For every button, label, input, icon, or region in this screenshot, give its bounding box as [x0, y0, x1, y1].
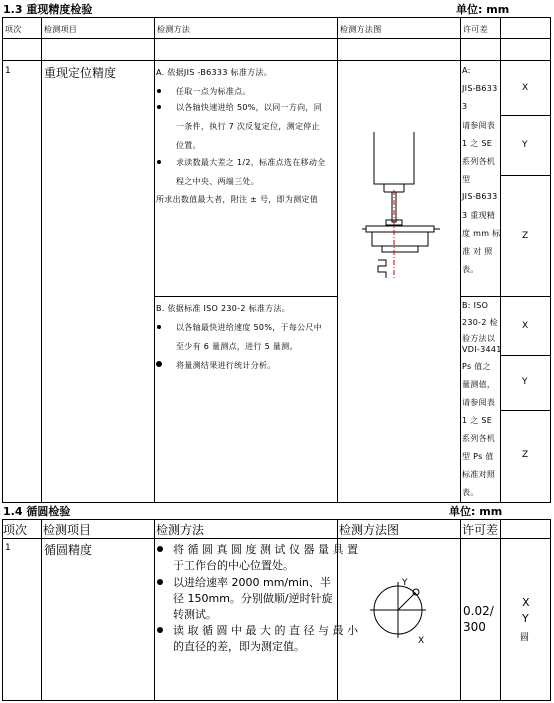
section-14-unit: 单位: mm: [449, 505, 503, 518]
circular-bullet-3-line-1: 读 取 循 圆 中 最 大 的 直 径 与 最 小: [173, 624, 358, 637]
method-a-note: 所求出数值最大者，附注 ± 号，即为测定值: [156, 195, 319, 204]
method-a-intro: A. 依据JIS -B6333 标准方法。: [156, 68, 273, 77]
section-14-title: 1.4 循圆检验: [3, 505, 71, 518]
circular-test-diagram: [360, 572, 440, 652]
bullet: [157, 89, 161, 93]
circular-bullet-2-line-3: 转测试。: [173, 608, 217, 621]
repeatability-diagram: [360, 128, 450, 288]
method-a-bullet-2-line-3: 位置。: [176, 141, 201, 150]
bullet: [156, 361, 162, 367]
axis-a-z: Z: [522, 231, 529, 241]
circular-diagram-x-label: X: [418, 636, 425, 646]
circular-tolerance-line-1: 0.02/: [463, 604, 494, 618]
circular-tolerance-line-2: 300: [463, 620, 486, 634]
tolerance-a-line: A:: [462, 66, 471, 75]
tolerance-a-line: 系列各机: [462, 157, 496, 166]
method-b-intro: B. 依据标准 ISO 230-2 标准方法。: [156, 304, 291, 313]
bullet: [157, 627, 163, 633]
method-a-bullet-1: 任取一点为标准点。: [176, 87, 251, 96]
axis-a-x: X: [522, 83, 529, 93]
tolerance-b-line: B: ISO: [462, 301, 489, 310]
method-a-bullet-2-line-2: 一条件，执行 7 次反复定位，测定停止: [176, 122, 320, 131]
circular-bullet-2-line-1: 以进给速率 2000 mm/min、半: [173, 576, 331, 589]
tolerance-a-line: 准 对 照: [462, 247, 493, 256]
tolerance-b-line: 1 之 SE: [462, 416, 493, 425]
circular-diagram-y-label: Y: [402, 578, 408, 588]
method-b-bullet-1-line-1: 以各轴最快进给速度 50%，于每公尺中: [176, 323, 323, 332]
header-item-no: 项次: [3, 523, 28, 537]
axis-b-z: Z: [522, 450, 529, 460]
tolerance-b-line: Ps 值之: [462, 362, 491, 371]
header-tolerance: 许可差: [463, 25, 488, 34]
bullet: [157, 160, 161, 164]
circular-axis-x: X: [522, 596, 530, 609]
header-method-diagram: 检测方法图: [340, 25, 382, 34]
item-no: 1: [5, 66, 11, 76]
circular-bullet-1-line-2: 于工作台的中心位置处。: [173, 559, 294, 572]
circular-axis-y: Y: [522, 612, 529, 625]
circular-bullet-2-line-2: 径 150mm。分别做顺/逆时针旋: [173, 592, 333, 605]
header-method: 检测方法: [156, 523, 205, 537]
bullet: [157, 105, 161, 109]
circular-item-name: 循圆精度: [44, 543, 93, 557]
tolerance-a-line: 型: [462, 175, 471, 184]
method-a-bullet-3-line-2: 程之中央、两端三处。: [176, 177, 259, 186]
header-method: 检测方法: [157, 25, 191, 34]
tolerance-b-line: 量测值，: [462, 380, 496, 389]
tolerance-a-line: JIS-B633: [462, 84, 498, 93]
tolerance-a-line: 度 mm 标: [462, 229, 501, 238]
bullet: [157, 579, 163, 585]
axis-b-x: X: [522, 321, 529, 331]
bullet: [157, 546, 163, 552]
tolerance-b-line: 型 Ps 值: [462, 452, 494, 461]
tolerance-a-line: 请参阅表: [462, 121, 496, 130]
axis-b-y: Y: [522, 377, 528, 387]
tolerance-b-line: VDI-3441: [462, 345, 502, 354]
method-b-bullet-1-line-2: 至少有 6 量测点，进行 5 量测。: [176, 342, 298, 351]
tolerance-a-line: 3 重现精: [462, 211, 496, 220]
tolerance-a-line: 3: [462, 102, 468, 111]
header-tolerance: 许可差: [462, 523, 499, 537]
header-method-diagram: 检测方法图: [339, 523, 400, 537]
method-a-bullet-2-line-1: 以各轴快速进给 50%，以同一方向，同: [176, 103, 323, 112]
header-item-name: 检测项目: [44, 25, 78, 34]
tolerance-b-line: 230-2 检: [462, 318, 498, 327]
tolerance-b-line: 系列各机: [462, 434, 496, 443]
circular-item-no: 1: [5, 543, 11, 553]
tolerance-a-line: 表。: [462, 265, 479, 274]
section-13-unit: 单位: mm: [456, 3, 510, 16]
circular-bullet-3-line-2: 的直径的差，即为测定值。: [173, 640, 305, 653]
tolerance-a-line: JIS-B633: [462, 192, 498, 201]
header-item-no: 项次: [5, 25, 22, 34]
tolerance-b-line: 标准对照: [462, 470, 496, 479]
method-b-bullet-2: 将量测结果进行统计分析。: [176, 361, 276, 370]
tolerance-b-line: 请参阅表: [462, 398, 496, 407]
tolerance-b-line: 验方法以: [462, 334, 496, 343]
item-name: 重现定位精度: [44, 66, 117, 80]
tolerance-a-line: 1 之 SE: [462, 139, 493, 148]
circular-axis-circle: 圆: [520, 633, 530, 643]
circular-bullet-1-line-1: 将 循 圆 真 圆 度 测 试 仪 器 量 具 置: [173, 543, 358, 556]
header-item-name: 检测项目: [43, 523, 92, 537]
tolerance-b-line: 表。: [462, 488, 479, 497]
method-a-bullet-3-line-1: 求读数最大差之 1/2，标准点选在移动全: [176, 158, 326, 167]
axis-a-y: Y: [522, 140, 528, 150]
section-13-title: 1.3 重现精度检验: [3, 3, 93, 16]
bullet: [157, 325, 161, 329]
